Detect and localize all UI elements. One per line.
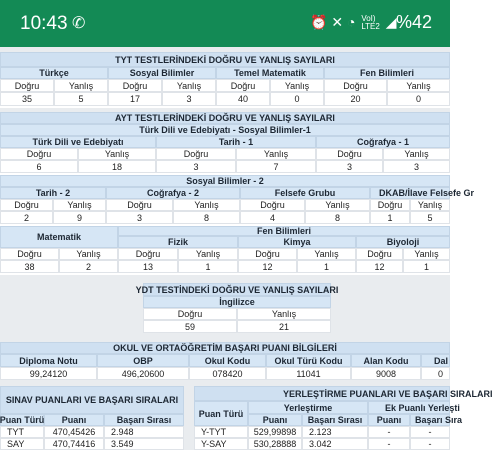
tyt-value: 35 bbox=[0, 92, 54, 106]
ydt-subject: İngilizce bbox=[143, 296, 331, 308]
yer-header: Puanı bbox=[248, 414, 302, 426]
okul-header: Alan Kodu bbox=[351, 354, 421, 367]
ayt-yanlis-label: Yanlış bbox=[297, 248, 356, 260]
okul-value: 9008 bbox=[351, 367, 421, 380]
tyt-subject: Türkçe bbox=[0, 67, 108, 79]
ayt-subject: Kimya bbox=[238, 236, 356, 248]
tyt-value: 17 bbox=[108, 92, 162, 106]
ayt-yanlis-label: Yanlış bbox=[305, 199, 370, 211]
ayt-value: 8 bbox=[173, 211, 240, 224]
status-icons bbox=[310, 14, 397, 31]
tyt-subject: Fen Bilimleri bbox=[324, 67, 450, 79]
ayt-group2: Sosyal Bilimler - 2 bbox=[0, 175, 450, 187]
ayt-dogru-label: Doğru bbox=[0, 248, 59, 260]
yer-cell: - bbox=[410, 426, 450, 438]
tyt-subject: Sosyal Bilimler bbox=[108, 67, 216, 79]
sinav-table bbox=[0, 386, 184, 450]
yer-cell: Y-SAY bbox=[194, 438, 248, 450]
yer-header: Puan Türü bbox=[194, 401, 248, 426]
yer-cell: 529,99898 bbox=[248, 426, 302, 438]
yer-cell: - bbox=[368, 438, 410, 450]
yer-group: Ek Puanlı Yerleşti bbox=[368, 401, 450, 414]
okul-title: OKUL VE ORTAÖĞRETİM BAŞARI PUANI BİLGİLERİ bbox=[0, 342, 450, 354]
tyt-title: TYT TESTLERİNDEKİ DOĞRU VE YANLIŞ SAYILARI bbox=[0, 52, 450, 67]
ayt-dogru-label: Doğru bbox=[316, 148, 383, 160]
status-time: 10:43 bbox=[20, 13, 68, 34]
sinav-cell: 470,74416 bbox=[44, 438, 104, 450]
ayt-yanlis-label: Yanlış bbox=[383, 148, 450, 160]
tyt-value: 0 bbox=[270, 92, 324, 106]
yer-group: Yerleştirme bbox=[248, 401, 368, 414]
ydt-title: YDT TESTİNDEKİ DOĞRU VE YANLIŞ SAYILARI bbox=[135, 284, 339, 295]
ydt-yanlis-label: Yanlış bbox=[237, 308, 331, 320]
ayt-value: 1 bbox=[297, 260, 356, 273]
battery-percent: %42 bbox=[396, 12, 433, 32]
yer-header: Başarı Sırası bbox=[302, 414, 368, 426]
ayt-dogru-label: Doğru bbox=[118, 248, 178, 260]
tyt-table bbox=[0, 52, 450, 108]
yer-title: YERLEŞTİRME PUANLARI VE BAŞARI SIRALARI bbox=[194, 386, 450, 401]
ayt-table bbox=[0, 112, 475, 275]
ayt-subject: Tarih - 1 bbox=[156, 136, 316, 148]
status-bar bbox=[0, 0, 450, 47]
okul-value: 078420 bbox=[189, 367, 266, 380]
ydt-dogru-label: Doğru bbox=[143, 308, 237, 320]
ayt-value: 38 bbox=[0, 260, 59, 273]
ayt-dogru-label: Doğru bbox=[0, 199, 53, 211]
tyt-value: 40 bbox=[216, 92, 270, 106]
tyt-dogru-label: Doğru bbox=[216, 79, 270, 92]
okul-header: Diploma Notu bbox=[0, 354, 97, 367]
yer-cell: - bbox=[368, 426, 410, 438]
sinav-cell: 2.948 bbox=[104, 426, 184, 438]
okul-value: 11041 bbox=[266, 367, 351, 380]
okul-value: 496,20600 bbox=[97, 367, 189, 380]
ayt-dogru-label: Doğru bbox=[370, 199, 410, 211]
ayt-value: 8 bbox=[305, 211, 370, 224]
tyt-value: 20 bbox=[324, 92, 387, 106]
sinav-title: SINAV PUANLARI VE BAŞARI SIRALARI bbox=[0, 386, 184, 414]
ayt-value: 6 bbox=[0, 160, 78, 173]
yerlestirme-table bbox=[194, 386, 493, 450]
tyt-value: 0 bbox=[387, 92, 450, 106]
volte-label: VoI) bbox=[361, 14, 376, 24]
ayt-dogru-label: Doğru bbox=[106, 199, 173, 211]
ayt-value: 1 bbox=[370, 211, 410, 224]
ayt-yanlis-label: Yanlış bbox=[410, 199, 450, 211]
lte-indicator bbox=[361, 15, 380, 31]
sinav-header: Puan Türü bbox=[0, 415, 45, 425]
okul-value: 0 bbox=[421, 367, 450, 380]
okul-header: OBP bbox=[97, 354, 189, 367]
ayt-title: AYT TESTLERİNDEKİ DOĞRU VE YANLIŞ SAYILARI bbox=[0, 112, 450, 124]
tyt-yanlis-label: Yanlış bbox=[270, 79, 324, 92]
ayt-dogru-label: Doğru bbox=[238, 248, 297, 260]
okul-value: 99,24120 bbox=[0, 367, 97, 380]
ayt-value: 18 bbox=[78, 160, 156, 173]
yer-cell: 2.123 bbox=[302, 426, 368, 438]
ayt-value: 12 bbox=[238, 260, 297, 273]
ayt-value: 3 bbox=[383, 160, 450, 173]
ayt-subject: DKAB/İlave Felsefe Gr bbox=[370, 187, 450, 199]
yer-header: Puanı bbox=[368, 414, 410, 426]
ayt-matematik: Matematik bbox=[0, 226, 118, 248]
ayt-value: 2 bbox=[59, 260, 118, 273]
tyt-dogru-label: Doğru bbox=[324, 79, 387, 92]
okul-header: Okul Türü Kodu bbox=[266, 354, 351, 367]
yer-cell: Y-TYT bbox=[194, 426, 248, 438]
tyt-subject: Temel Matematik bbox=[216, 67, 324, 79]
alarm-icon: ⏰ bbox=[310, 14, 328, 30]
ydt-value: 59 bbox=[143, 320, 237, 333]
ayt-value: 12 bbox=[356, 260, 403, 273]
results-content[interactable] bbox=[0, 47, 493, 450]
ayt-value: 3 bbox=[316, 160, 383, 173]
mute-icon: ✕ bbox=[331, 14, 344, 30]
okul-table bbox=[0, 342, 450, 380]
yer-cell: 3.042 bbox=[302, 438, 368, 450]
sinav-cell: SAY bbox=[0, 438, 44, 450]
ayt-value: 1 bbox=[403, 260, 450, 273]
ayt-value: 1 bbox=[178, 260, 238, 273]
yer-cell: - bbox=[410, 438, 450, 450]
ayt-fen-bilimleri: Fen Bilimleri bbox=[118, 226, 450, 236]
ayt-yanlis-label: Yanlış bbox=[78, 148, 156, 160]
ayt-subject: Fizik bbox=[118, 236, 238, 248]
tyt-value: 3 bbox=[162, 92, 216, 106]
ayt-value: 5 bbox=[410, 211, 450, 224]
ayt-value: 4 bbox=[240, 211, 305, 224]
tyt-yanlis-label: Yanlış bbox=[54, 79, 108, 92]
ayt-value: 13 bbox=[118, 260, 178, 273]
yer-cell: 530,28888 bbox=[248, 438, 302, 450]
tyt-yanlis-label: Yanlış bbox=[387, 79, 450, 92]
phone-icon: ✆ bbox=[72, 15, 86, 32]
ayt-yanlis-label: Yanlış bbox=[59, 248, 118, 260]
wifi-icon: ◔ bbox=[346, 14, 356, 30]
signal-icon: ◢ bbox=[385, 14, 397, 30]
ayt-value: 3 bbox=[106, 211, 173, 224]
lte-label: LTE2 bbox=[361, 22, 380, 32]
ayt-subject: Felsefe Grubu bbox=[240, 187, 370, 199]
ydt-table bbox=[135, 283, 339, 333]
sinav-cell: TYT bbox=[0, 426, 44, 438]
ayt-dogru-label: Doğru bbox=[0, 148, 78, 160]
sinav-cell: 3.549 bbox=[104, 438, 184, 450]
ayt-subject: Coğrafya - 1 bbox=[316, 136, 450, 148]
yer-header: Başarı Sıra bbox=[410, 414, 450, 426]
ayt-yanlis-label: Yanlış bbox=[236, 148, 316, 160]
ayt-dogru-label: Doğru bbox=[240, 199, 305, 211]
ayt-value: 9 bbox=[53, 211, 106, 224]
ayt-subject: Biyoloji bbox=[356, 236, 450, 248]
ayt-yanlis-label: Yanlış bbox=[173, 199, 240, 211]
sinav-header: Başarı Sırası bbox=[104, 414, 184, 426]
okul-header: Dal bbox=[421, 354, 450, 367]
ayt-subject: Tarih - 2 bbox=[0, 187, 106, 199]
tyt-yanlis-label: Yanlış bbox=[162, 79, 216, 92]
ayt-subject: Coğrafya - 2 bbox=[106, 187, 240, 199]
tyt-value: 5 bbox=[54, 92, 108, 106]
ayt-dogru-label: Doğru bbox=[156, 148, 236, 160]
tyt-dogru-label: Doğru bbox=[0, 79, 54, 92]
tyt-dogru-label: Doğru bbox=[108, 79, 162, 92]
ayt-value: 7 bbox=[236, 160, 316, 173]
sinav-cell: 470,45426 bbox=[44, 426, 104, 438]
ayt-value: 2 bbox=[0, 211, 53, 224]
sinav-header: Puanı bbox=[44, 414, 104, 426]
ayt-value: 3 bbox=[156, 160, 236, 173]
ayt-yanlis-label: Yanlış bbox=[53, 199, 106, 211]
ayt-subject: Türk Dili ve Edebiyatı bbox=[0, 136, 156, 148]
ayt-group1: Türk Dili ve Edebiyatı - Sosyal Bilimler-1 bbox=[0, 124, 450, 136]
ayt-yanlis-label: Yanlış bbox=[178, 248, 238, 260]
ayt-dogru-label: Doğru bbox=[356, 248, 403, 260]
ayt-yanlis-label: Yanlış bbox=[403, 248, 450, 260]
ydt-value: 21 bbox=[237, 320, 331, 333]
okul-header: Okul Kodu bbox=[189, 354, 266, 367]
